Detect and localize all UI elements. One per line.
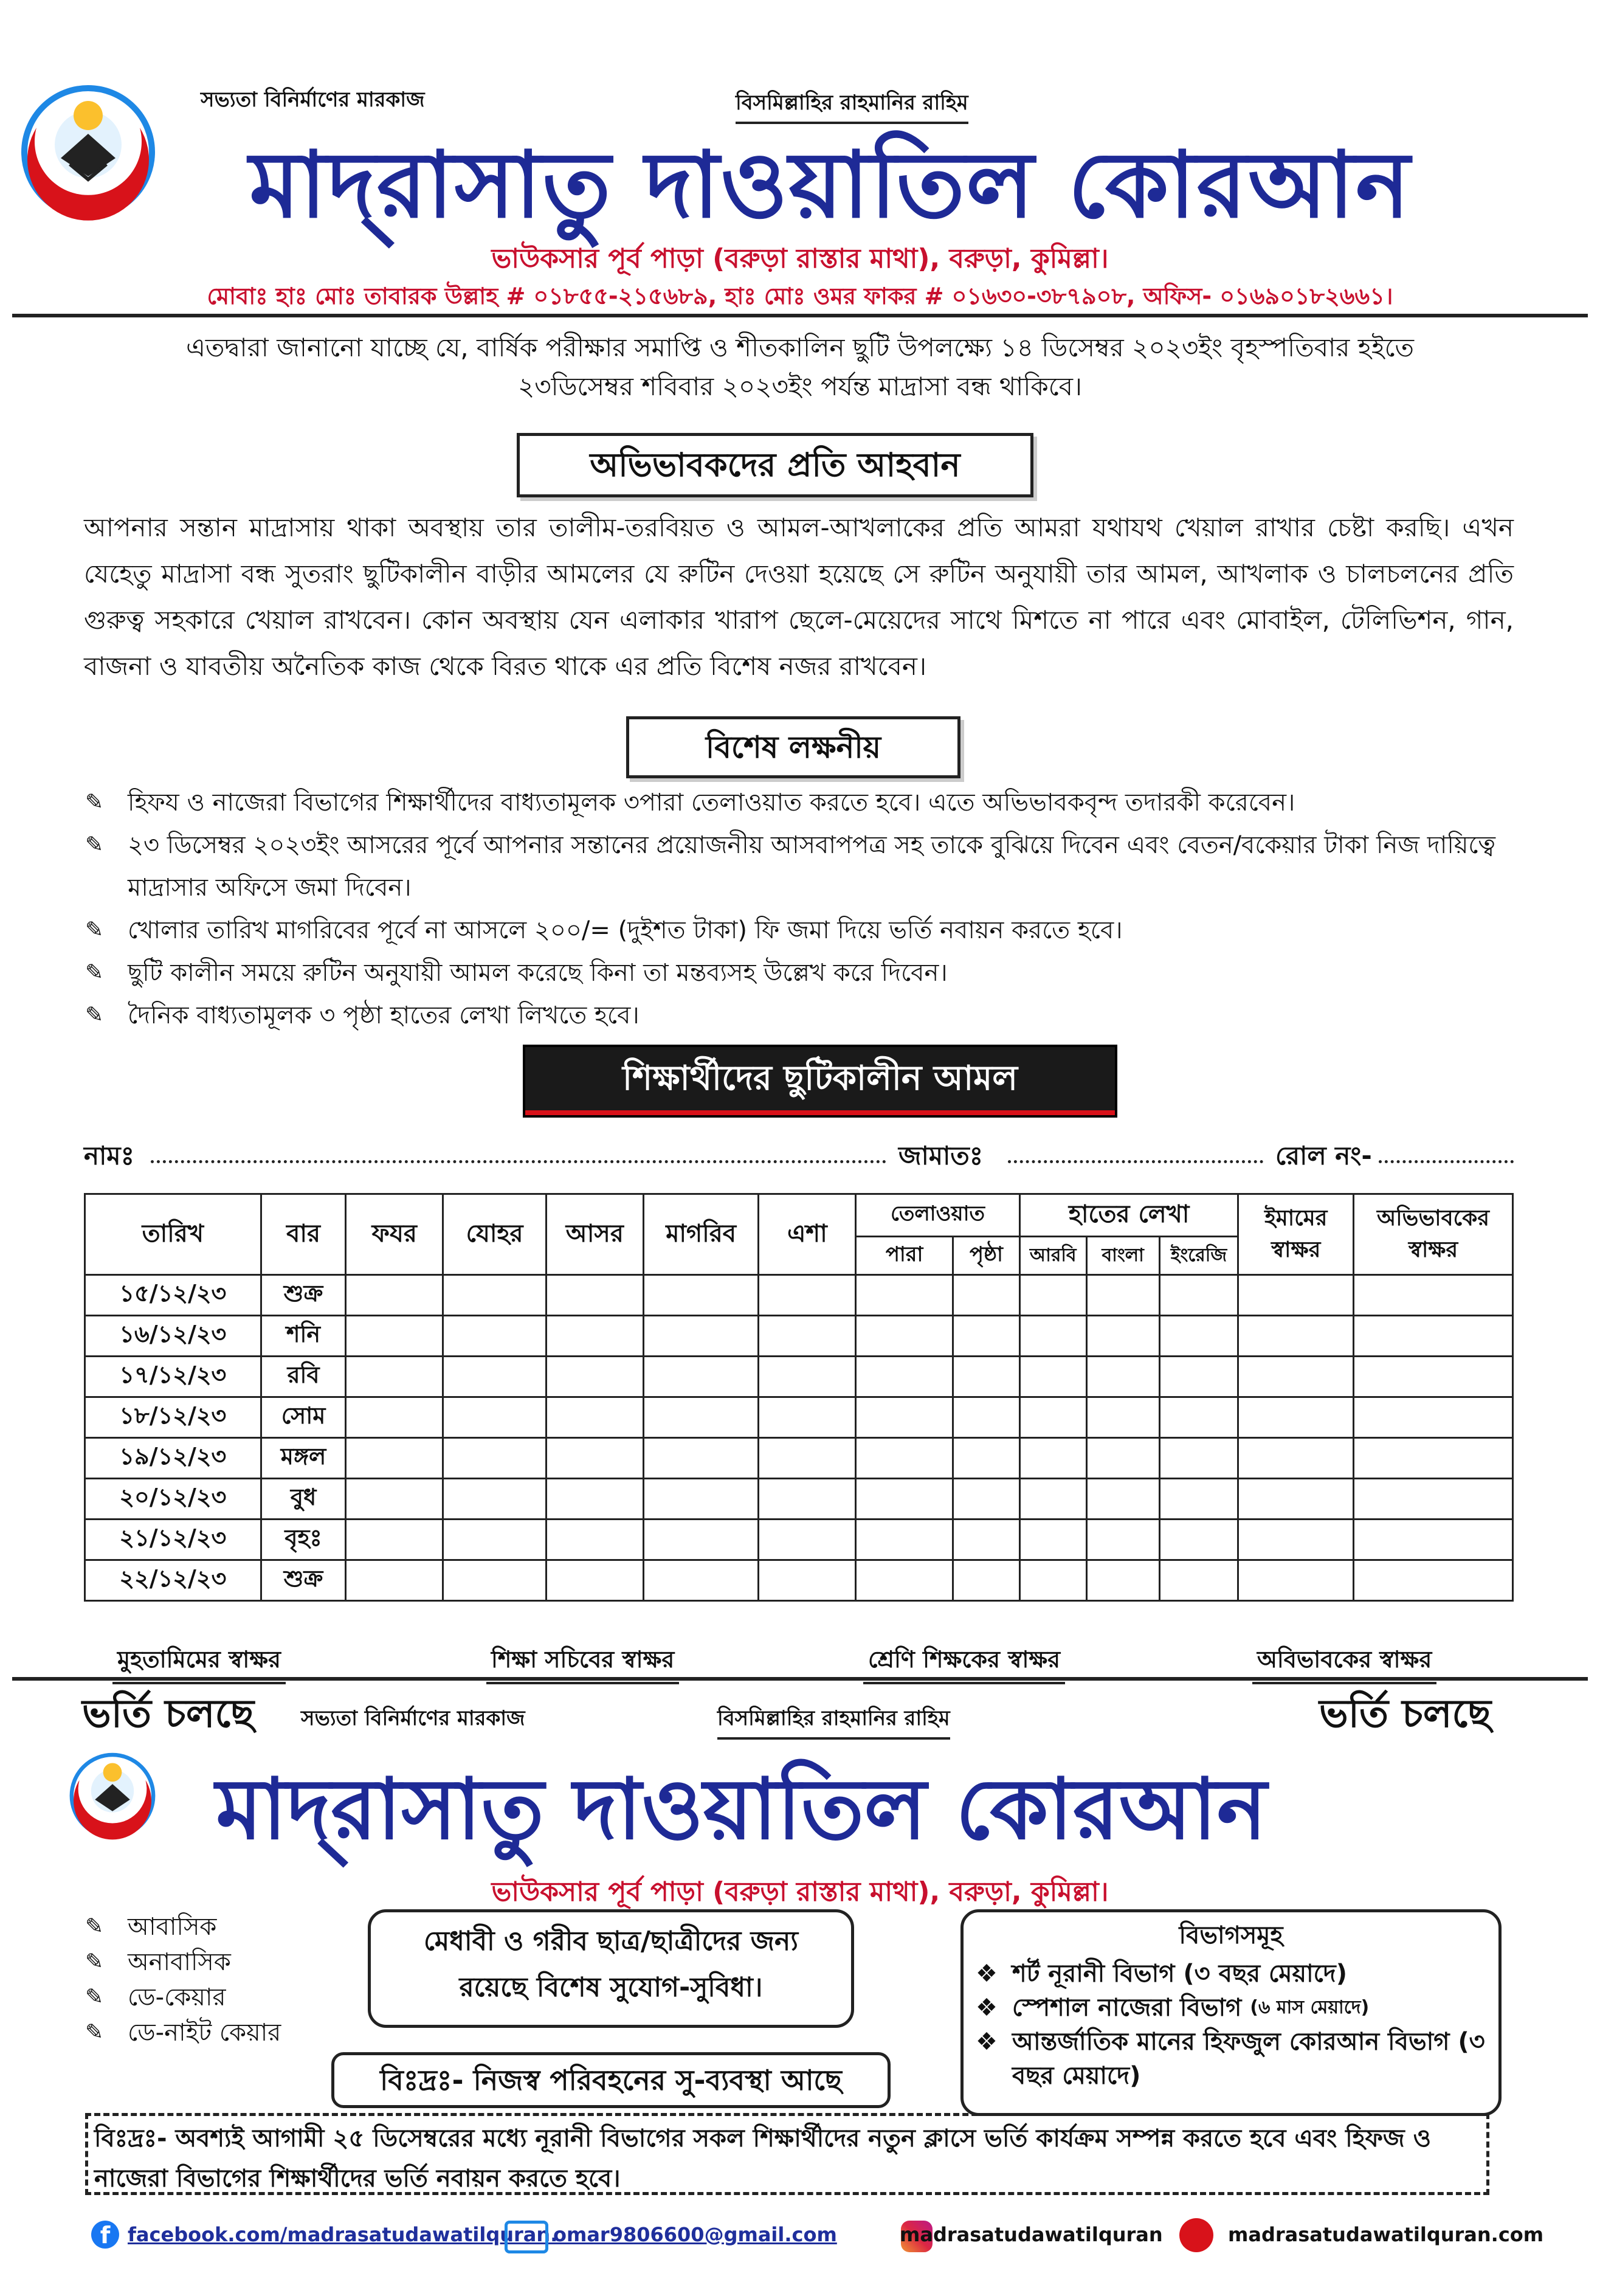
empty-cell[interactable]	[546, 1438, 643, 1479]
empty-cell[interactable]	[856, 1560, 953, 1601]
address: ভাউকসার পূর্ব পাড়া (বরুড়া রাস্তার মাথা), বরুড়া, কুমিল্লা।	[491, 243, 1109, 274]
header-zuhr: যোহর	[443, 1194, 547, 1275]
empty-cell[interactable]	[856, 1275, 953, 1316]
empty-cell[interactable]	[1019, 1479, 1086, 1520]
empty-cell[interactable]	[953, 1357, 1019, 1397]
empty-cell[interactable]	[643, 1520, 759, 1560]
empty-cell[interactable]	[346, 1397, 443, 1438]
name-label: নামঃ	[84, 1141, 134, 1170]
opportunity-line-2: রয়েছে বিশেষ সুযোগ-সুবিধা।	[459, 1972, 763, 2003]
ad-tagline: সভ্যতা বিনির্মাণের মারকাজ	[301, 1706, 525, 1731]
youtube-icon	[1179, 2218, 1213, 2252]
madrasa-logo-icon	[64, 1745, 161, 1842]
empty-cell[interactable]	[1019, 1275, 1086, 1316]
row-date: ১৫/১২/২৩	[85, 1275, 261, 1316]
empty-cell[interactable]	[1354, 1275, 1513, 1316]
empty-cell[interactable]	[1086, 1479, 1159, 1520]
diamond-icon: ❖	[976, 2028, 998, 2056]
empty-cell[interactable]	[346, 1560, 443, 1601]
row-day: শুক্র	[261, 1560, 346, 1601]
row-date: ১৬/১২/২৩	[85, 1316, 261, 1357]
empty-cell[interactable]	[1354, 1520, 1513, 1560]
empty-cell[interactable]	[1086, 1275, 1159, 1316]
email-link[interactable]: omar9806600@gmail.com	[553, 2223, 837, 2246]
empty-cell[interactable]	[1019, 1520, 1086, 1560]
opportunity-line-1: মেধাবী ও গরীব ছাত্র/ছাত্রীদের জন্য	[423, 1926, 799, 1957]
row-date: ২২/১২/২৩	[85, 1560, 261, 1601]
appeal-heading: অভিভাবকদের প্রতি আহবান	[517, 433, 1033, 497]
bismillah: বিসমিল্লাহির রাহমানির রাহিম	[736, 87, 968, 124]
empty-cell[interactable]	[953, 1560, 1019, 1601]
empty-cell[interactable]	[1086, 1520, 1159, 1560]
empty-cell[interactable]	[1354, 1397, 1513, 1438]
empty-cell[interactable]	[953, 1520, 1019, 1560]
list-item: ✎ খোলার তারিখ মাগরিবের পূর্বে না আসলে ২০০/= (দুইশত টাকা) ফি জমা দিয়ে ভর্তি নবায়ন করতে হবে।	[85, 909, 1520, 952]
empty-cell[interactable]	[346, 1275, 443, 1316]
website-link[interactable]: madrasatudawatilquran.com	[1228, 2223, 1544, 2246]
notice	[36, 328, 1564, 406]
empty-cell[interactable]	[1354, 1479, 1513, 1520]
feature-list	[85, 1909, 281, 2050]
signature-guardian: অবিভাবকের স্বাক্ষর	[1252, 1642, 1436, 1684]
empty-cell[interactable]	[643, 1397, 759, 1438]
header-english: ইংরেজি	[1159, 1237, 1238, 1275]
list-item: ✎ দৈনিক বাধ্যতামূলক ৩ পৃষ্ঠা হাতের লেখা লিখতে হবে।	[85, 994, 1520, 1037]
admission-right: ভর্তি চলছে	[1319, 1691, 1492, 1737]
empty-cell[interactable]	[1159, 1275, 1238, 1316]
empty-cell[interactable]	[759, 1397, 856, 1438]
empty-cell[interactable]	[953, 1275, 1019, 1316]
header-day: বার	[261, 1194, 346, 1275]
amal-table	[84, 1193, 1514, 1602]
bullet-icon: ✎	[85, 790, 104, 815]
empty-cell[interactable]	[443, 1275, 547, 1316]
list-item: ✎ হিফয ও নাজেরা বিভাগের শিক্ষার্থীদের বাধ্যতামূলক ৩পারা তেলাওয়াত করতে হবে। এতে অভিভাবকবৃন্দ তদারকী করেবেন।	[85, 781, 1520, 824]
diamond-icon: ❖	[976, 1994, 998, 2022]
amal-banner: শিক্ষার্থীদের ছুটিকালীন আমল	[523, 1045, 1117, 1118]
empty-cell[interactable]	[546, 1275, 643, 1316]
header-maghrib: মাগরিব	[643, 1194, 759, 1275]
special-list	[85, 781, 1520, 1037]
empty-cell[interactable]	[1159, 1560, 1238, 1601]
header-fajr: ফযর	[346, 1194, 443, 1275]
empty-cell[interactable]	[546, 1560, 643, 1601]
empty-cell[interactable]	[443, 1357, 547, 1397]
empty-cell[interactable]	[1238, 1357, 1354, 1397]
logo-top	[12, 73, 164, 225]
signature-class-teacher: শ্রেণি শিক্ষকের স্বাক্ষর	[863, 1642, 1065, 1684]
header-asr: আসর	[546, 1194, 643, 1275]
table-row	[85, 1479, 1513, 1520]
header-page: পৃষ্ঠা	[953, 1237, 1019, 1275]
special-heading: বিশেষ লক্ষনীয়	[626, 716, 960, 778]
empty-cell[interactable]	[443, 1560, 547, 1601]
row-date: ১৮/১২/২৩	[85, 1397, 261, 1438]
phone-numbers: মোবাঃ হাঃ মোঃ তাবারক উল্লাহ # ০১৮৫৫-২১৫৬৮৯, হাঃ মোঃ ওমর ফাকর # ০১৬৩০-৩৮৭৯০৮, অফিস- ০১৬৯০১৮২৬৬১।	[207, 283, 1393, 309]
empty-cell[interactable]	[546, 1520, 643, 1560]
admission-left: ভর্তি চলছে	[82, 1691, 255, 1737]
table-row	[85, 1275, 1513, 1316]
empty-cell[interactable]	[1238, 1479, 1354, 1520]
bullet-icon: ✎	[85, 1003, 104, 1028]
list-item: ✎ ডে-কেয়ার	[85, 1980, 281, 2015]
table-row	[85, 1520, 1513, 1560]
header-arabic: আরবি	[1019, 1237, 1086, 1275]
header-para: পারা	[856, 1237, 953, 1275]
table-row	[85, 1357, 1513, 1397]
notice-line-1: এতদ্বারা জানানো যাচ্ছে যে, বার্ষিক পরীক্ষার সমাপ্তি ও শীতকালিন ছুটি উপলক্ষ্যে ১৪ ডিসেম্বর ২০২৩ইং বৃহস্পতিবার হইতে	[185, 333, 1415, 362]
empty-cell[interactable]	[643, 1438, 759, 1479]
empty-cell[interactable]	[443, 1397, 547, 1438]
table-row	[85, 1560, 1513, 1601]
empty-cell[interactable]	[856, 1520, 953, 1560]
table-row	[85, 1438, 1513, 1479]
empty-cell[interactable]	[443, 1316, 547, 1357]
section-divider	[12, 1677, 1588, 1681]
row-date: ২০/১২/২৩	[85, 1479, 261, 1520]
note-box: বিঃদ্রঃ- অবশ্যই আগামী ২৫ ডিসেম্বরের মধ্যে নূরানী বিভাগের সকল শিক্ষার্থীদের নতুন ক্লাসে ভর্তি কার্যক্রম সম্পন্ন করতে হবে এবং হিফজ ও নাজেরা বিভাগের শিক্ষার্থীদের ভর্তি নবায়ন করতে হবে।	[85, 2113, 1489, 2195]
ad-address: ভাউকসার পূর্ব পাড়া (বরুড়া রাস্তার মাথা), বরুড়া, কুমিল্লা।	[491, 1876, 1109, 1907]
empty-cell[interactable]	[953, 1479, 1019, 1520]
diamond-icon: ❖	[976, 1960, 998, 1988]
empty-cell[interactable]	[1238, 1275, 1354, 1316]
empty-cell[interactable]	[759, 1520, 856, 1560]
list-item: ✎ আবাসিক	[85, 1909, 281, 1945]
empty-cell[interactable]	[1354, 1438, 1513, 1479]
empty-cell[interactable]	[1238, 1438, 1354, 1479]
empty-cell[interactable]	[759, 1357, 856, 1397]
ad-title: মাদ্‌রাসাতু দাওয়াতিল কোরআন	[216, 1759, 1267, 1858]
logo-bottom	[64, 1745, 161, 1842]
header-guardian-sign: অভিভাবকের স্বাক্ষর	[1354, 1194, 1513, 1275]
list-item: ❖ আন্তর্জাতিক মানের হিফজুল কোরআন বিভাগ (৩ বছর মেয়াদে)	[976, 2025, 1486, 2093]
empty-cell[interactable]	[1354, 1560, 1513, 1601]
bullet-icon: ✎	[85, 1914, 104, 1939]
empty-cell[interactable]	[1238, 1560, 1354, 1601]
empty-cell[interactable]	[1159, 1479, 1238, 1520]
class-label: জামাতঃ	[898, 1141, 984, 1170]
empty-cell[interactable]	[953, 1397, 1019, 1438]
madrasa-logo-icon	[12, 73, 164, 225]
header-handwriting: হাতের লেখা	[1019, 1194, 1238, 1237]
empty-cell[interactable]	[1238, 1397, 1354, 1438]
empty-cell[interactable]	[346, 1520, 443, 1560]
empty-cell[interactable]	[643, 1275, 759, 1316]
empty-cell[interactable]	[759, 1438, 856, 1479]
appeal-paragraph: আপনার সন্তান মাদ্রাসায় থাকা অবস্থায় তার তালীম-তরবিয়ত ও আমল-আখলাকের প্রতি আমরা যথাযথ খেয়াল রাখার চেষ্টা করছি। এখন যেহেতু মাদ্রাসা বন্ধ সুতরাং ছুটিকালীন বাড়ীর আমলের যে রুটিন দেওয়া হয়েছে সে রুটিন অনুযায়ী তার আমল, আখলাক ও চালচলনের প্রতি গুরুত্ব সহকারে খেয়াল রাখবেন। কোন অবস্থায় যেন এলাকার খারাপ ছেলে-মেয়েদের সাথে মিশতে না পারে এবং মোবাইল, টেলিভিশন, গান, বাজনা ও যাবতীয় অনৈতিক কাজ থেকে বিরত থাকে এর প্রতি বিশেষ নজর রাখবেন।	[84, 513, 1514, 681]
empty-cell[interactable]	[346, 1316, 443, 1357]
header-date: তারিখ	[85, 1194, 261, 1275]
empty-cell[interactable]	[1159, 1520, 1238, 1560]
empty-cell[interactable]	[856, 1438, 953, 1479]
opportunity-box	[368, 1909, 854, 2028]
email-icon	[505, 2221, 548, 2253]
empty-cell[interactable]	[1019, 1357, 1086, 1397]
signature-education-secretary: শিক্ষা সচিবের স্বাক্ষর	[486, 1642, 679, 1684]
class-field[interactable]	[1008, 1160, 1263, 1163]
empty-cell[interactable]	[759, 1275, 856, 1316]
table-row	[85, 1397, 1513, 1438]
empty-cell[interactable]	[1238, 1316, 1354, 1357]
roll-label: রোল নং-	[1275, 1141, 1372, 1170]
name-field[interactable]	[151, 1160, 886, 1163]
signature-principal: মুহতামিমের স্বাক্ষর	[112, 1642, 286, 1684]
row-day: শুক্র	[261, 1275, 346, 1316]
ad-bismillah: বিসমিল্লাহির রাহমানির রাহিম	[717, 1703, 950, 1740]
header-bangla: বাংলা	[1086, 1237, 1159, 1275]
header-tilawat: তেলাওয়াত	[856, 1194, 1020, 1237]
notice-line-2: ২৩ডিসেম্বর শবিবার ২০২৩ইং পর্যন্ত মাদ্রাসা বন্ধ থাকিবে।	[517, 372, 1083, 401]
row-day: বৃহঃ	[261, 1520, 346, 1560]
empty-cell[interactable]	[643, 1316, 759, 1357]
bullet-icon: ✎	[85, 918, 104, 942]
empty-cell[interactable]	[856, 1316, 953, 1357]
bullet-icon: ✎	[85, 1985, 104, 2010]
list-item: ❖ স্পেশাল নাজেরা বিভাগ (৬ মাস মেয়াদে)	[976, 1991, 1486, 2025]
empty-cell[interactable]	[1086, 1438, 1159, 1479]
empty-cell[interactable]	[1086, 1397, 1159, 1438]
facebook-link[interactable]: facebook.com/madrasatudawatilquran.	[128, 2223, 558, 2246]
table-row	[85, 1316, 1513, 1357]
row-day: বুধ	[261, 1479, 346, 1520]
header-imam-sign: ইমামের স্বাক্ষর	[1238, 1194, 1354, 1275]
empty-cell[interactable]	[953, 1438, 1019, 1479]
empty-cell[interactable]	[1159, 1316, 1238, 1357]
header-isha: এশা	[759, 1194, 856, 1275]
empty-cell[interactable]	[856, 1479, 953, 1520]
empty-cell[interactable]	[546, 1357, 643, 1397]
empty-cell[interactable]	[643, 1357, 759, 1397]
empty-cell[interactable]	[1019, 1438, 1086, 1479]
row-day: সোম	[261, 1397, 346, 1438]
empty-cell[interactable]	[759, 1316, 856, 1357]
empty-cell[interactable]	[1238, 1520, 1354, 1560]
empty-cell[interactable]	[546, 1316, 643, 1357]
departments-box	[960, 1909, 1502, 2116]
list-item: ✎ ছুটি কালীন সময়ে রুটিন অনুযায়ী আমল করেছে কিনা তা মন্তব্যসহ উল্লেখ করে দিবেন।	[85, 952, 1520, 994]
row-date: ১৯/১২/২৩	[85, 1438, 261, 1479]
empty-cell[interactable]	[1019, 1397, 1086, 1438]
empty-cell[interactable]	[1086, 1357, 1159, 1397]
empty-cell[interactable]	[643, 1479, 759, 1520]
empty-cell[interactable]	[953, 1316, 1019, 1357]
empty-cell[interactable]	[1019, 1316, 1086, 1357]
footer	[85, 2219, 1544, 2262]
facebook-icon: f	[91, 2221, 119, 2249]
empty-cell[interactable]	[346, 1438, 443, 1479]
student-info	[84, 1136, 1514, 1172]
list-item: ✎ ডে-নাইট কেয়ার	[85, 2015, 281, 2050]
empty-cell[interactable]	[546, 1397, 643, 1438]
list-item: ❖ শর্ট নূরানী বিভাগ (৩ বছর মেয়াদে)	[976, 1957, 1486, 1991]
bullet-icon: ✎	[85, 2020, 104, 2045]
empty-cell[interactable]	[346, 1357, 443, 1397]
madrasa-title: মাদ্‌রাসাতু দাওয়াতিল কোরআন	[249, 131, 1412, 238]
empty-cell[interactable]	[346, 1479, 443, 1520]
row-date: ২১/১২/২৩	[85, 1520, 261, 1560]
empty-cell[interactable]	[1159, 1357, 1238, 1397]
empty-cell[interactable]	[1159, 1397, 1238, 1438]
empty-cell[interactable]	[856, 1397, 953, 1438]
empty-cell[interactable]	[546, 1479, 643, 1520]
header-divider	[12, 314, 1588, 317]
empty-cell[interactable]	[1354, 1316, 1513, 1357]
empty-cell[interactable]	[1086, 1316, 1159, 1357]
empty-cell[interactable]	[643, 1560, 759, 1601]
list-item: ✎ ২৩ ডিসেম্বর ২০২৩ইং আসরের পূর্বে আপনার সন্তানের প্রয়োজনীয় আসবাপপত্র সহ তাকে বুঝিয়ে দিবেন এবং বেতন/বকেয়ার টাকা নিজ দায়িত্বে মাদ্রাসার অফিসে জমা দিবেন।	[85, 824, 1520, 909]
empty-cell[interactable]	[1086, 1560, 1159, 1601]
bullet-icon: ✎	[85, 960, 104, 985]
empty-cell[interactable]	[759, 1479, 856, 1520]
empty-cell[interactable]	[1019, 1560, 1086, 1601]
instagram-link[interactable]: madrasatudawatilquran	[900, 2223, 1163, 2246]
row-day: শনি	[261, 1316, 346, 1357]
empty-cell[interactable]	[856, 1357, 953, 1397]
row-date: ১৭/১২/২৩	[85, 1357, 261, 1397]
empty-cell[interactable]	[443, 1479, 547, 1520]
empty-cell[interactable]	[759, 1560, 856, 1601]
list-item: ✎ অনাবাসিক	[85, 1945, 281, 1980]
transport-box: বিঃদ্রঃ- নিজস্ব পরিবহনের সু-ব্যবস্থা আছে	[331, 2052, 891, 2108]
empty-cell[interactable]	[443, 1520, 547, 1560]
row-day: রবি	[261, 1357, 346, 1397]
empty-cell[interactable]	[1354, 1357, 1513, 1397]
roll-field[interactable]	[1379, 1160, 1514, 1163]
bullet-icon: ✎	[85, 1949, 104, 1974]
empty-cell[interactable]	[1159, 1438, 1238, 1479]
departments-heading: বিভাগসমূহ	[1179, 1921, 1283, 1949]
row-day: মঙ্গল	[261, 1438, 346, 1479]
bullet-icon: ✎	[85, 832, 104, 857]
empty-cell[interactable]	[443, 1438, 547, 1479]
tagline-left: সভ্যতা বিনির্মাণের মারকাজ	[201, 88, 425, 112]
